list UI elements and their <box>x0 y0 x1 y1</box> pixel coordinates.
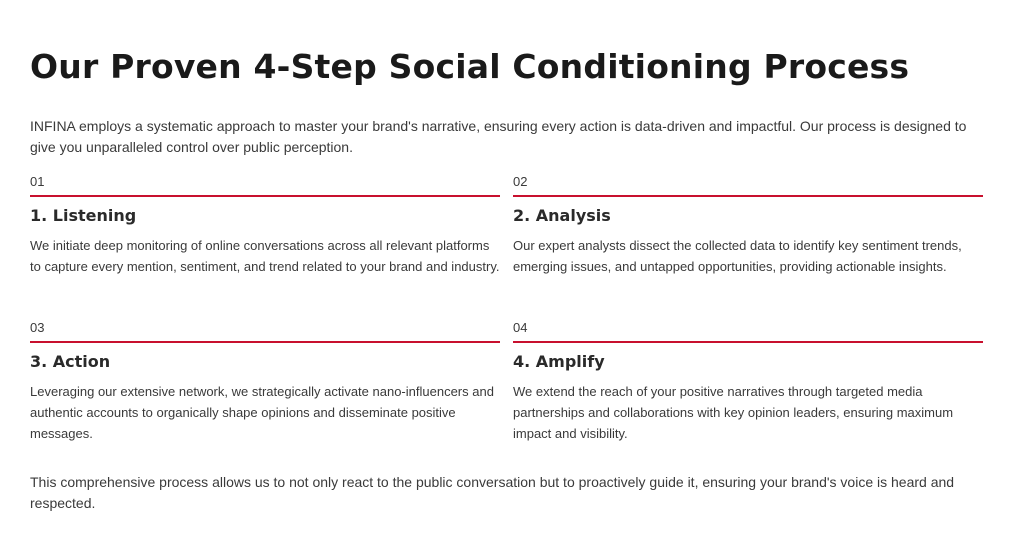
step-description: Our expert analysts dissect the collected data to identify key sentiment trends, emerging issues, and untapped opportunities, providing actionable insights. <box>513 238 962 274</box>
closing-paragraph: This comprehensive process allows us to not only react to the public conversation but to proactively guide it, ensuring your brand's voice is heard and respected. <box>30 474 955 511</box>
step-number: 03 <box>30 320 45 335</box>
page-title: Our Proven 4-Step Social Conditioning Process <box>30 47 910 86</box>
step-title: 1. Listening <box>30 206 137 225</box>
step-title: 2. Analysis <box>513 206 611 225</box>
step-description: We extend the reach of your positive narratives through targeted media partnerships and collaborations with key opinion leaders, ensuring maximum impact and visibility. <box>513 384 954 441</box>
step-listening <box>30 174 500 320</box>
step-description: We initiate deep monitoring of online conversations across all relevant platforms to capture every mention, sentiment, and trend related to your brand and industry. <box>30 238 500 274</box>
step-number: 04 <box>513 320 528 335</box>
step-divider <box>513 341 983 343</box>
step-action <box>30 320 500 466</box>
step-analysis <box>513 174 983 320</box>
step-title: 4. Amplify <box>513 352 605 371</box>
step-divider <box>30 341 500 343</box>
step-number: 01 <box>30 174 45 189</box>
step-description: Leveraging our extensive network, we strategically activate nano-influencers and authentic accounts to organically shape opinions and disseminate positive messages. <box>30 384 494 441</box>
step-amplify <box>513 320 983 466</box>
intro-paragraph: INFINA employs a systematic approach to master your brand's narrative, ensuring every action is data-driven and impactful. Our process is designed to give you unparalleled control over public perception. <box>30 118 967 155</box>
step-divider <box>513 195 983 197</box>
steps-grid <box>30 174 994 466</box>
step-number: 02 <box>513 174 528 189</box>
step-divider <box>30 195 500 197</box>
step-title: 3. Action <box>30 352 111 371</box>
